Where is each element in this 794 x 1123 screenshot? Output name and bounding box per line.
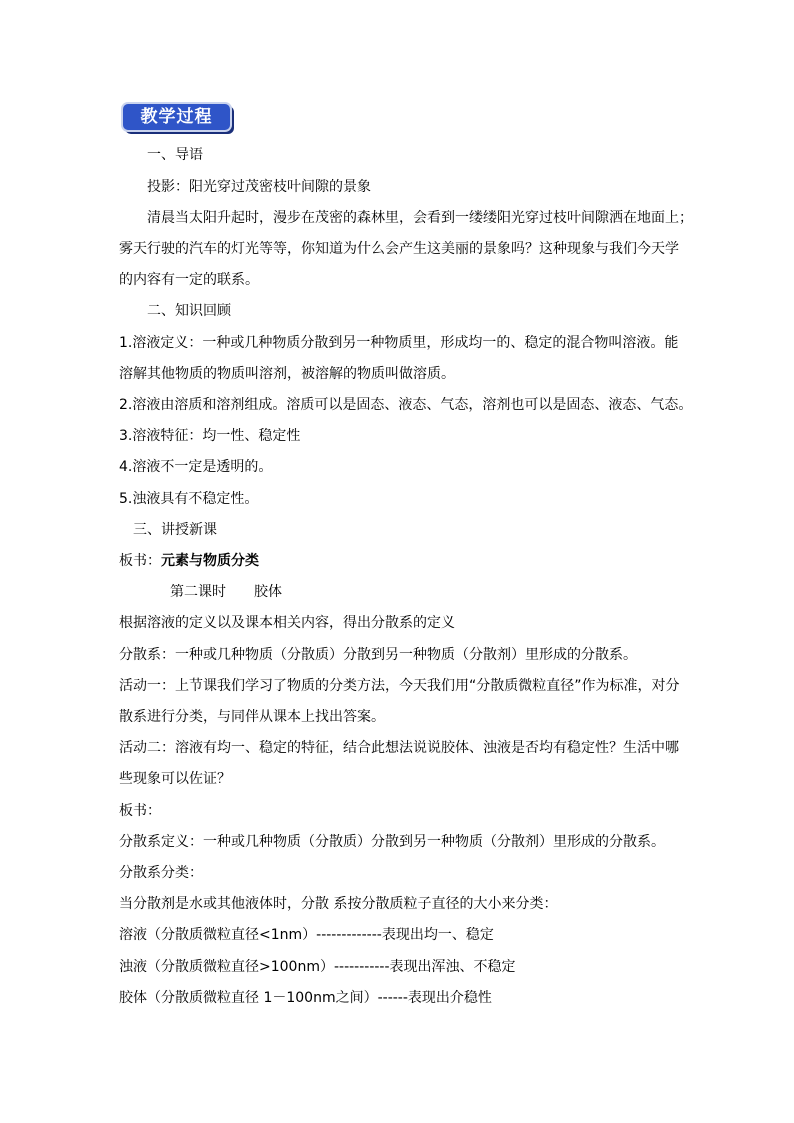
heading-new-lesson: 三、讲授新课: [133, 522, 217, 538]
paragraph: 散系进行分类，与同伴从课本上找出答案。: [119, 709, 385, 725]
paragraph: 溶解其他物质的物质叫溶剂，被溶解的物质叫做溶质。: [119, 366, 455, 382]
paragraph: 雾天行驶的汽车的灯光等等，你知道为什么会产生这美丽的景象吗？这种现象与我们今天学: [119, 241, 679, 257]
paragraph: 活动二：溶液有均一、稳定的特征，结合此想法说说胶体、浊液是否均有稳定性？生活中哪: [119, 740, 679, 756]
paragraph: 清晨当太阳升起时，漫步在茂密的森林里，会看到一缕缕阳光穿过枝叶间隙洒在地面上；: [147, 210, 693, 226]
paragraph: 活动一：上节课我们学习了物质的分类方法，今天我们用“分散质微粒直径”作为标准，对分: [119, 678, 680, 694]
paragraph: 2.溶液由溶质和溶剂组成。溶质可以是固态、液态、气态，溶剂也可以是固态、液态、气态。: [119, 397, 693, 413]
paragraph: 分散系分类：: [119, 865, 203, 881]
section-badge: 教学过程: [123, 104, 230, 130]
paragraph: 分散系：一种或几种物质（分散质）分散到另一种物质（分散剂）里形成的分散系。: [119, 647, 637, 663]
heading-intro: 一、导语: [147, 147, 203, 163]
paragraph: 1.溶液定义：一种或几种物质分散到另一种物质里，形成均一的、稳定的混合物叫溶液。能: [119, 335, 679, 351]
board-topic: 元素与物质分类: [161, 553, 259, 569]
paragraph: 的内容有一定的联系。: [119, 272, 259, 288]
lesson-subtitle: [170, 583, 730, 601]
paragraph: 当分散剂是水或其他液体时，分散 系按分散质粒子直径的大小来分类：: [119, 896, 558, 912]
lesson-topic: 胶体: [254, 584, 282, 600]
paragraph: 胶体（分散质微粒直径 1－100nm之间）------表现出介稳性: [119, 990, 492, 1006]
paragraph: 根据溶液的定义以及课本相关内容，得出分散系的定义: [119, 615, 455, 631]
board-label: 板书：: [119, 553, 161, 569]
paragraph: 3.溶液特征：均一性、稳定性: [119, 428, 301, 444]
paragraph: 5.浊液具有不稳定性。: [119, 491, 259, 507]
paragraph: 些现象可以佐证？: [119, 771, 231, 787]
paragraph: 溶液（分散质微粒直径<1nm）-------------表现出均一、稳定: [119, 927, 494, 943]
lesson-number: 第二课时: [170, 584, 226, 600]
heading-review: 二、知识回顾: [147, 303, 231, 319]
paragraph: 投影：阳光穿过茂密枝叶间隙的景象: [147, 179, 371, 195]
paragraph: 浊液（分散质微粒直径>100nm）-----------表现出浑浊、不稳定: [119, 959, 516, 975]
paragraph: 分散系定义：一种或几种物质（分散质）分散到另一种物质（分散剂）里形成的分散系。: [119, 834, 665, 850]
paragraph: 板书：: [119, 803, 161, 819]
paragraph: 4.溶液不一定是透明的。: [119, 459, 273, 475]
board-title: [119, 552, 679, 570]
